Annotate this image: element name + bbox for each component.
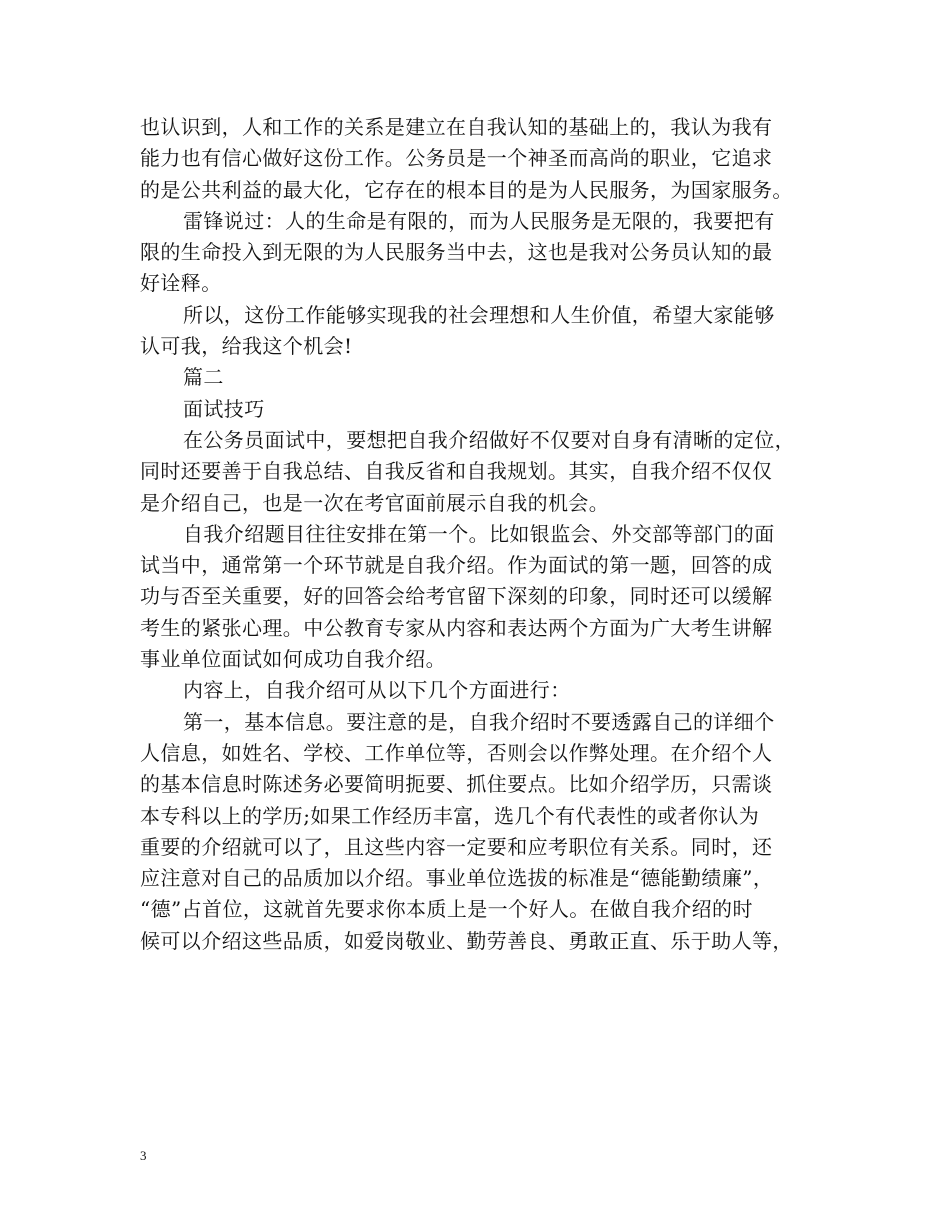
text-line-26: “德”占首位，这就首先要求你本质上是一个好人。在做自我介绍的时 [140, 897, 753, 922]
paragraph-start-content: 内容上，自我介绍可从以下几个方面进行： [183, 678, 571, 703]
text-line-3: 的是公共利益的最大化，它存在的根本目的是为人民服务，为国家服务。 [140, 177, 793, 202]
text-line-12: 同时还要善于自我总结、自我反省和自我规划。其实，自我介绍不仅仅 [140, 459, 773, 484]
text-line-16: 功与否至关重要，好的回答会给考官留下深刻的印象，同时还可以缓解 [140, 584, 773, 609]
text-line-27: 候可以介绍这些品质，如爱岗敬业、勤劳善良、勇敢正直、乐于助人等， [140, 928, 793, 953]
text-line-24: 重要的介绍就可以了，且这些内容一定要和应考职位有关系。同时，还 [140, 834, 773, 859]
paragraph-start-suoyi: 所以，这份工作能够实现我的社会理想和人生价值，希望大家能够 [183, 302, 775, 327]
text-line-13: 是介绍自己，也是一次在考官面前展示自我的机会。 [140, 490, 610, 515]
text-line-21: 人信息，如姓名、学校、工作单位等，否则会以作弊处理。在介绍个人 [140, 740, 773, 765]
paragraph-start-basic-info: 第一，基本信息。要注意的是，自我介绍时不要透露自己的详细个 [183, 709, 775, 734]
text-line-23: 本专科以上的学历;如果工作经历丰富，选几个有代表性的或者你认为 [140, 803, 760, 828]
text-line-25: 应注意对自己的品质加以介绍。事业单位选拔的标准是“德能勤绩廉”， [140, 866, 774, 891]
page-number: 3 [140, 1148, 147, 1163]
text-line-5: 限的生命投入到无限的为人民服务当中去，这也是我对公务员认知的最 [140, 240, 773, 265]
text-line-8: 认可我，给我这个机会! [140, 334, 353, 359]
text-line-1: 也认识到，人和工作的关系是建立在自我认知的基础上的，我认为我有 [140, 115, 773, 139]
document-body [140, 112, 812, 957]
paragraph-start-leifeng: 雷锋说过：人的生命是有限的，而为人民服务是无限的，我要把有 [183, 208, 775, 233]
section-heading-pian-er: 篇二 [183, 365, 224, 390]
text-line-15: 试当中，通常第一个环节就是自我介绍。作为面试的第一题，回答的成 [140, 553, 773, 578]
text-line-17: 考生的紧张心理。中公教育专家从内容和表达两个方面为广大考生讲解 [140, 615, 773, 640]
section-heading-interview-tips: 面试技巧 [183, 396, 265, 421]
paragraph-start-self-intro: 自我介绍题目往往安排在第一个。比如银监会、外交部等部门的面 [183, 521, 775, 546]
text-line-2: 能力也有信心做好这份工作。公务员是一个神圣而高尚的职业，它追求 [140, 146, 773, 171]
text-line-18: 事业单位面试如何成功自我介绍。 [140, 647, 446, 672]
paragraph-start-interview: 在公务员面试中，要想把自我介绍做好不仅要对自身有清晰的定位， [183, 427, 795, 452]
text-line-22: 的基本信息时陈述务必要简明扼要、抓住要点。比如介绍学历，只需谈 [140, 772, 773, 797]
text-line-6: 好诠释。 [140, 271, 222, 296]
